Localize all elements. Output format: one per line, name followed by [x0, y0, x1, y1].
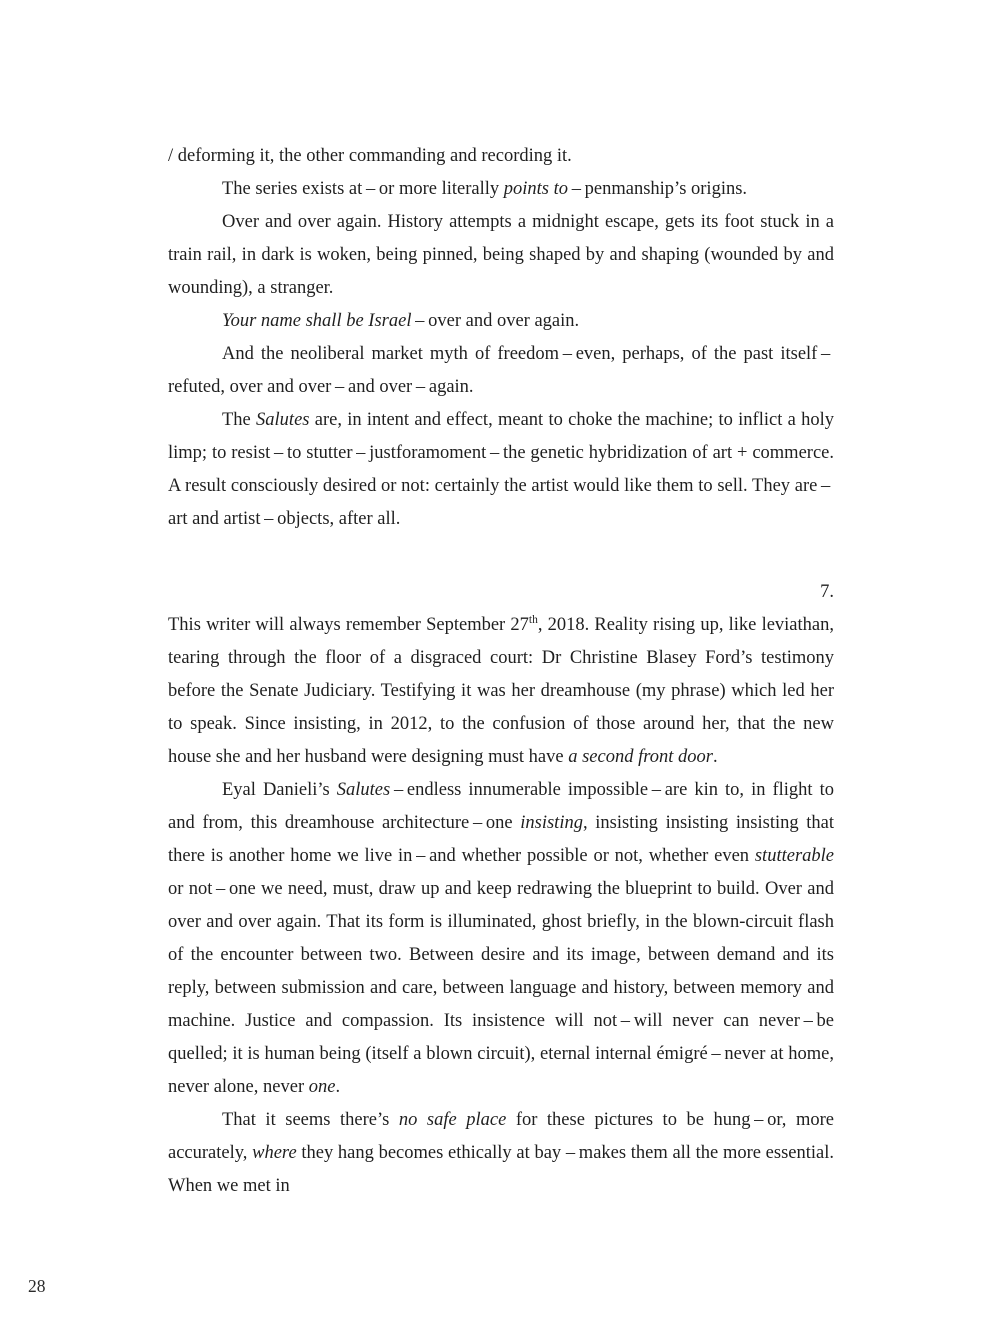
- body-text: .: [712, 747, 718, 767]
- body-text: 7.: [820, 582, 834, 602]
- superscript-text: th: [528, 613, 538, 626]
- paragraph-no-safe-place: [168, 1104, 834, 1203]
- italic-text: no safe place: [398, 1110, 507, 1130]
- paragraph-this-writer: [168, 609, 834, 774]
- body-text: And the neoliberal market myth of freedom – even, perhaps, of the past itself – refuted, over and over – and over – again.: [168, 344, 834, 397]
- italic-text: one: [308, 1077, 336, 1097]
- body-text: / deforming it, the other commanding and recording it.: [168, 146, 572, 166]
- body-text: That it seems there’s: [222, 1110, 399, 1130]
- paragraph-salutes-choke: [168, 404, 834, 536]
- body-text: – endless innumerable impossible – are kin to, in flight to and from, this dreamhouse architecture – one: [168, 780, 834, 833]
- body-text: .: [335, 1077, 341, 1097]
- paragraph-your-name: [168, 305, 834, 338]
- page-number: 28: [28, 1276, 46, 1296]
- paragraph-over-and-over: [168, 206, 834, 305]
- paragraph-series-origins: [168, 173, 834, 206]
- italic-text: a second front door: [568, 747, 713, 767]
- paragraph-eyal-danieli: [168, 774, 834, 1104]
- italic-text: insisting: [520, 813, 583, 833]
- section-number: [168, 576, 834, 609]
- italic-text: where: [252, 1143, 297, 1163]
- body-text: – penmanship’s origins.: [568, 179, 748, 199]
- text-block: [168, 140, 834, 1203]
- body-text: Eyal Danieli’s: [222, 780, 337, 800]
- paragraph-neoliberal: [168, 338, 834, 404]
- italic-text: Your name shall be Israel: [222, 311, 412, 331]
- italic-text: Salutes: [256, 410, 310, 430]
- body-text: The: [222, 410, 257, 430]
- paragraph-deforming: [168, 140, 834, 173]
- body-text: This writer will always remember September 27: [168, 615, 529, 635]
- italic-text: Salutes: [336, 780, 391, 800]
- body-text: – over and over again.: [411, 311, 580, 331]
- body-text: The series exists at – or more literally: [222, 179, 504, 199]
- body-text: , insisting insisting insisting that there is another home we live in – and whether possible or not, whether even: [168, 813, 834, 866]
- body-text: are, in intent and effect, meant to choke the machine; to inflict a holy limp; to resist – to stutter – justforamoment – the genetic hybridization of art + commerce. A result consciously desired or not: certainly the artist would like them to sell. They are – art and artist – objects, after all.: [168, 410, 835, 529]
- body-text: or not – one we need, must, draw up and keep redrawing the blueprint to build. Over and over and over again. That its form is illuminated, ghost briefly, in the blown-circuit flash of the encounter between two. Between desire and its image, between demand and its reply, between submission and care, between language and history, between memory and machine. Justice and compassion. Its insistence will not – will never can never – be quelled; it is human being (itself a blown circuit), eternal internal émigré – never at home, never alone, never: [168, 879, 834, 1097]
- body-text: for these pictures to be hung – or, more accurately,: [168, 1110, 834, 1163]
- italic-text: points to: [503, 179, 568, 199]
- body-text: they hang becomes ethically at bay – makes them all the more essential. When we met in: [168, 1143, 834, 1196]
- italic-text: stutterable: [754, 846, 834, 866]
- body-text: , 2018. Reality rising up, like leviathan, tearing through the floor of a disgraced court: Dr Christine Blasey Ford’s testimony before the Senate Judiciary. Testifying it was her dreamhouse (my phrase) which led her to speak. Since insisting, in 2012, to the confusion of those around her, that the new house she and her husband were designing must have: [168, 615, 834, 767]
- body-text: Over and over again. History attempts a midnight escape, gets its foot stuck in a train rail, in dark is woken, being pinned, being shaped by and shaping (wounded by and wounding), a stranger.: [168, 212, 834, 298]
